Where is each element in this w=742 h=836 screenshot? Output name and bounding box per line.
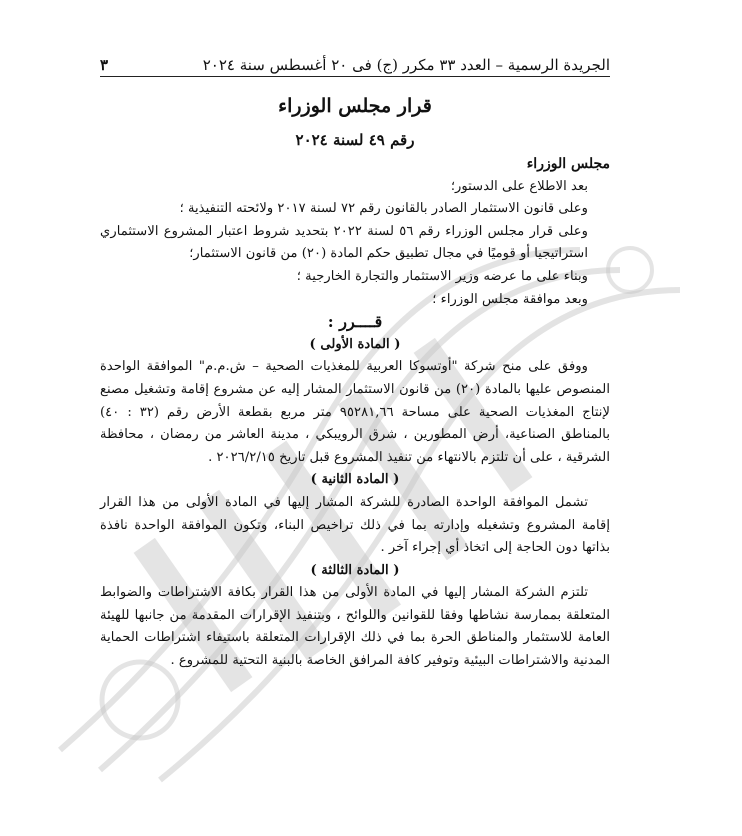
- document-title: قرار مجلس الوزراء: [278, 95, 432, 117]
- preamble-item: بعد الاطلاع على الدستور؛: [450, 178, 588, 194]
- document-subtitle: رقم ٤٩ لسنة ٢٠٢٤: [295, 131, 415, 149]
- article-text: ووفق على منح شركة "أوتسوكا العربية للمغذيات الصحية – ش.م.م" الموافقة الواحدة المنصوص عليها بالمادة (٢٠) من قانون الاستثمار المشار إليه عن مشروع إقامة وتشغيل مصنع لإنتاج المغذيات الصحية على مساحة ٩٥٢٨١,٦٦ متر مربع بقطعة الأرض رقم (٣٢ : ٤٠) بالمناطق الصناعية، أرض المطورين ، شرق الرويبكي ، مدينة العاشر من رمضان ، محافظة الشرقية ، على أن تلتزم بالانتهاء من تنفيذ المشروع قبل تاريخ ٢٠٢٦/٢/١٥ .: [100, 359, 610, 465]
- article-text: تلتزم الشركة المشار إليها في المادة الأولى من هذا القرار بكافة الاشتراطات والضوابط المتعلقة بممارسة نشاطها وفقا للقوانين واللوائح ، وبتنفيذ الإقرارات المقدمة من جانبها للهيئة العامة للاستثمار والمناطق الحرة بما في ذلك الإقرارات المتعلقة باستيفاء اشتراطات الحماية المدنية والاشتراطات البيئية وتوفير كافة المرافق الخاصة بالبنية التحتية للمشروع .: [100, 585, 610, 669]
- preamble-item: وعلى قانون الاستثمار الصادر بالقانون رقم ٧٢ لسنة ٢٠١٧ ولائحته التنفيذية ؛: [179, 201, 588, 217]
- issuer-heading: مجلس الوزراء: [526, 156, 610, 172]
- preamble-item: وعلى قرار مجلس الوزراء رقم ٥٦ لسنة ٢٠٢٢ بتحديد شروط اعتبار المشروع الاستثماري استراتيجيا أو قوميًا في مجال تطبيق حكم المادة (٢٠) من قانون الاستثمار؛: [100, 223, 589, 262]
- preamble-item: وبناء على ما عرضه وزير الاستثمار والتجارة الخارجية ؛: [296, 268, 588, 284]
- gazette-header: الجريدة الرسمية – العدد ٣٣ مكرر (ج) فى ٢٠ أغسطس سنة ٢٠٢٤: [202, 56, 610, 74]
- article-heading: ( المادة الثالثة ): [310, 562, 400, 578]
- page-number: ٣: [100, 56, 109, 74]
- document-page: [100, 38, 610, 828]
- article-heading: ( المادة الأولى ): [309, 336, 401, 352]
- page-header: [100, 50, 610, 77]
- preamble-item: وبعد موافقة مجلس الوزراء ؛: [432, 291, 588, 307]
- article-heading: ( المادة الثانية ): [310, 472, 400, 488]
- decided-label: قــــرر :: [327, 312, 383, 332]
- document-body: [100, 153, 610, 673]
- article-text: تشمل الموافقة الواحدة الصادرة للشركة المشار إليها في المادة الأولى من هذا القرار إقامة المشروع وتشغيله وإدارته بما في ذلك تراخيص البناء، وتكون الموافقة الواحدة نافذة بذاتها دون الحاجة إلى اتخاذ أي إجراء آخر .: [100, 494, 610, 556]
